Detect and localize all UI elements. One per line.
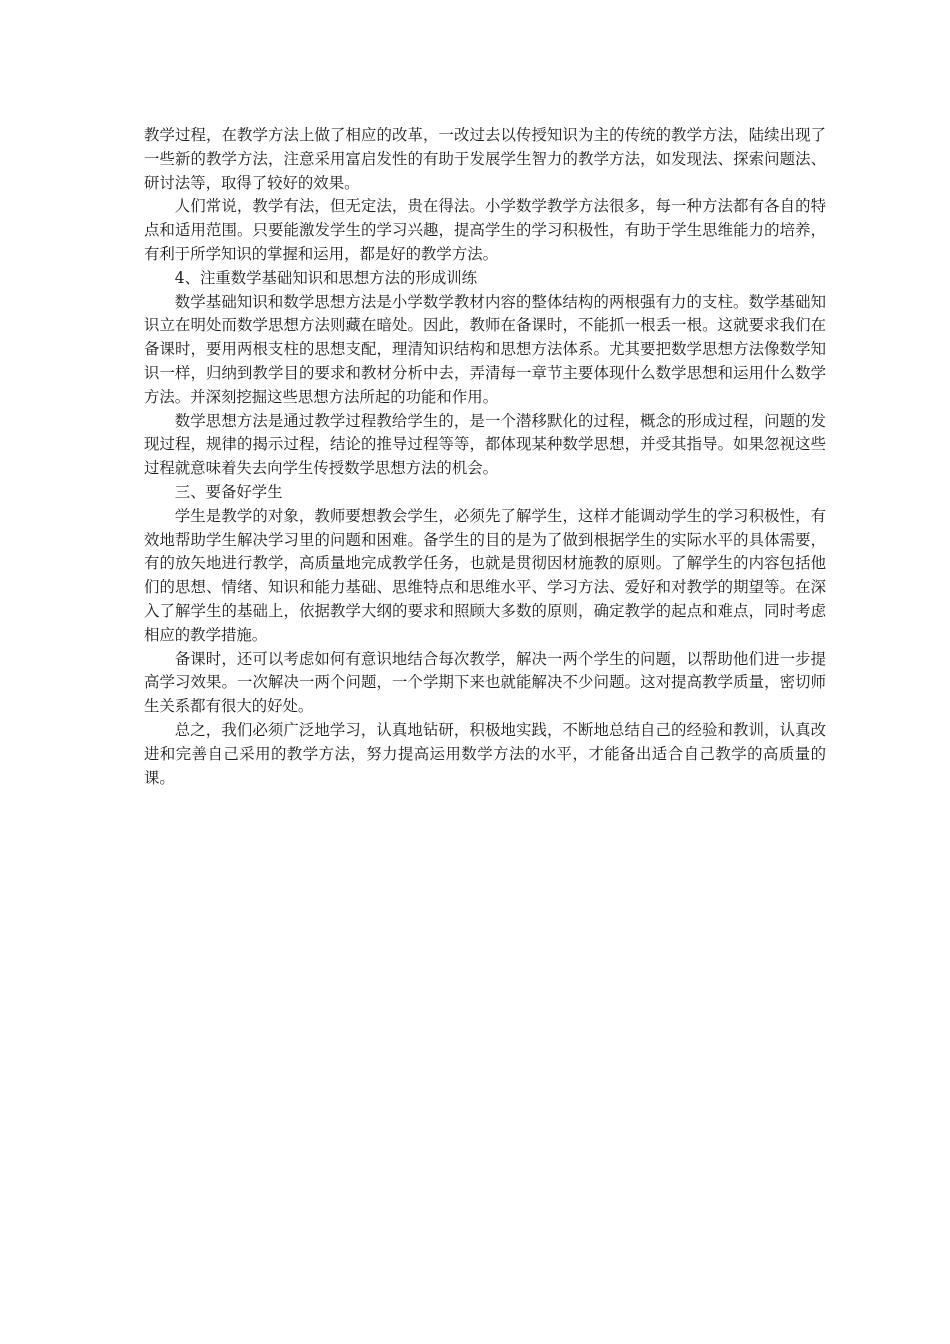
section-heading-basic-knowledge: 4、注重数学基础知识和思想方法的形成训练 — [174, 268, 478, 287]
paragraph-two-pillars: 数学基础知识和数学思想方法是小学数学教材内容的整体结构的两根强有力的支柱。数学基础知识立在明处而数学思想方法则藏在暗处。因此，教师在备课时，不能抓一根丢一根。这就要求我们在备课时，要用两根支柱的思想支配，理清知识结构和思想方法体系。尤其要把数学思想方法像数学知识一样，归纳到教学目的要求和教材分析中去，弄清每一章节主要体现什么数学思想和运用什么数学方法。并深刻挖掘这些思想方法所起的功能和作用。 — [144, 292, 826, 406]
paragraph-conclusion: 总之，我们必须广泛地学习，认真地钻研，积极地实践，不断地总结自己的经验和教训，认真改进和完善自己采用的教学方法，努力提高运用数学方法的水平，才能备出适合自己教学的高质量的课。 — [144, 720, 826, 787]
paragraph-solve-student-problems: 备课时，还可以考虑如何有意识地结合每次教学，解决一两个学生的问题，以帮助他们进一步提高学习效果。一次解决一两个问题，一个学期下来也就能解决不少问题。这对提高教学质量，密切师生关系都有很大的好处。 — [144, 649, 826, 716]
section-heading-prepare-students: 三、要备好学生 — [174, 482, 283, 501]
paragraph-teaching-methods-reform: 教学过程，在教学方法上做了相应的改革，一改过去以传授知识为主的传统的教学方法，陆续出现了一些新的教学方法，注意采用富启发性的有助于发展学生智力的教学方法，如发现法、探索问题法、研讨法等，取得了较好的效果。 — [144, 126, 826, 192]
document-page — [144, 124, 826, 790]
paragraph-no-fixed-method: 人们常说，教学有法，但无定法，贵在得法。小学数学教学方法很多，每一种方法都有各自的特点和适用范围。只要能激发学生的学习兴趣，提高学生的学习积极性，有助于学生思维能力的培养，有利于所学知识的掌握和运用，都是好的教学方法。 — [144, 197, 826, 263]
paragraph-thinking-methods-process: 数学思想方法是通过教学过程教给学生的，是一个潜移默化的过程，概念的形成过程，问题的发现过程，规律的揭示过程，结论的推导过程等等，都体现某种数学思想，并受其指导。如果忽视这些过程就意味着失去向学生传授数学思想方法的机会。 — [144, 411, 826, 478]
paragraph-understand-students: 学生是教学的对象，教师要想教会学生，必须先了解学生，这样才能调动学生的学习积极性，有效地帮助学生解决学习里的问题和困难。备学生的目的是为了做到根据学生的实际水平的具体需要，有的放矢地进行教学，高质量地完成教学任务，也就是贯彻因材施教的原则。了解学生的内容包括他们的思想、情绪、知识和能力基础、思维特点和思维水平、学习方法、爱好和对教学的期望等。在深入了解学生的基础上，依据教学大纲的要求和照顾大多数的原则，确定教学的起点和难点，同时考虑相应的教学措施。 — [144, 506, 826, 644]
